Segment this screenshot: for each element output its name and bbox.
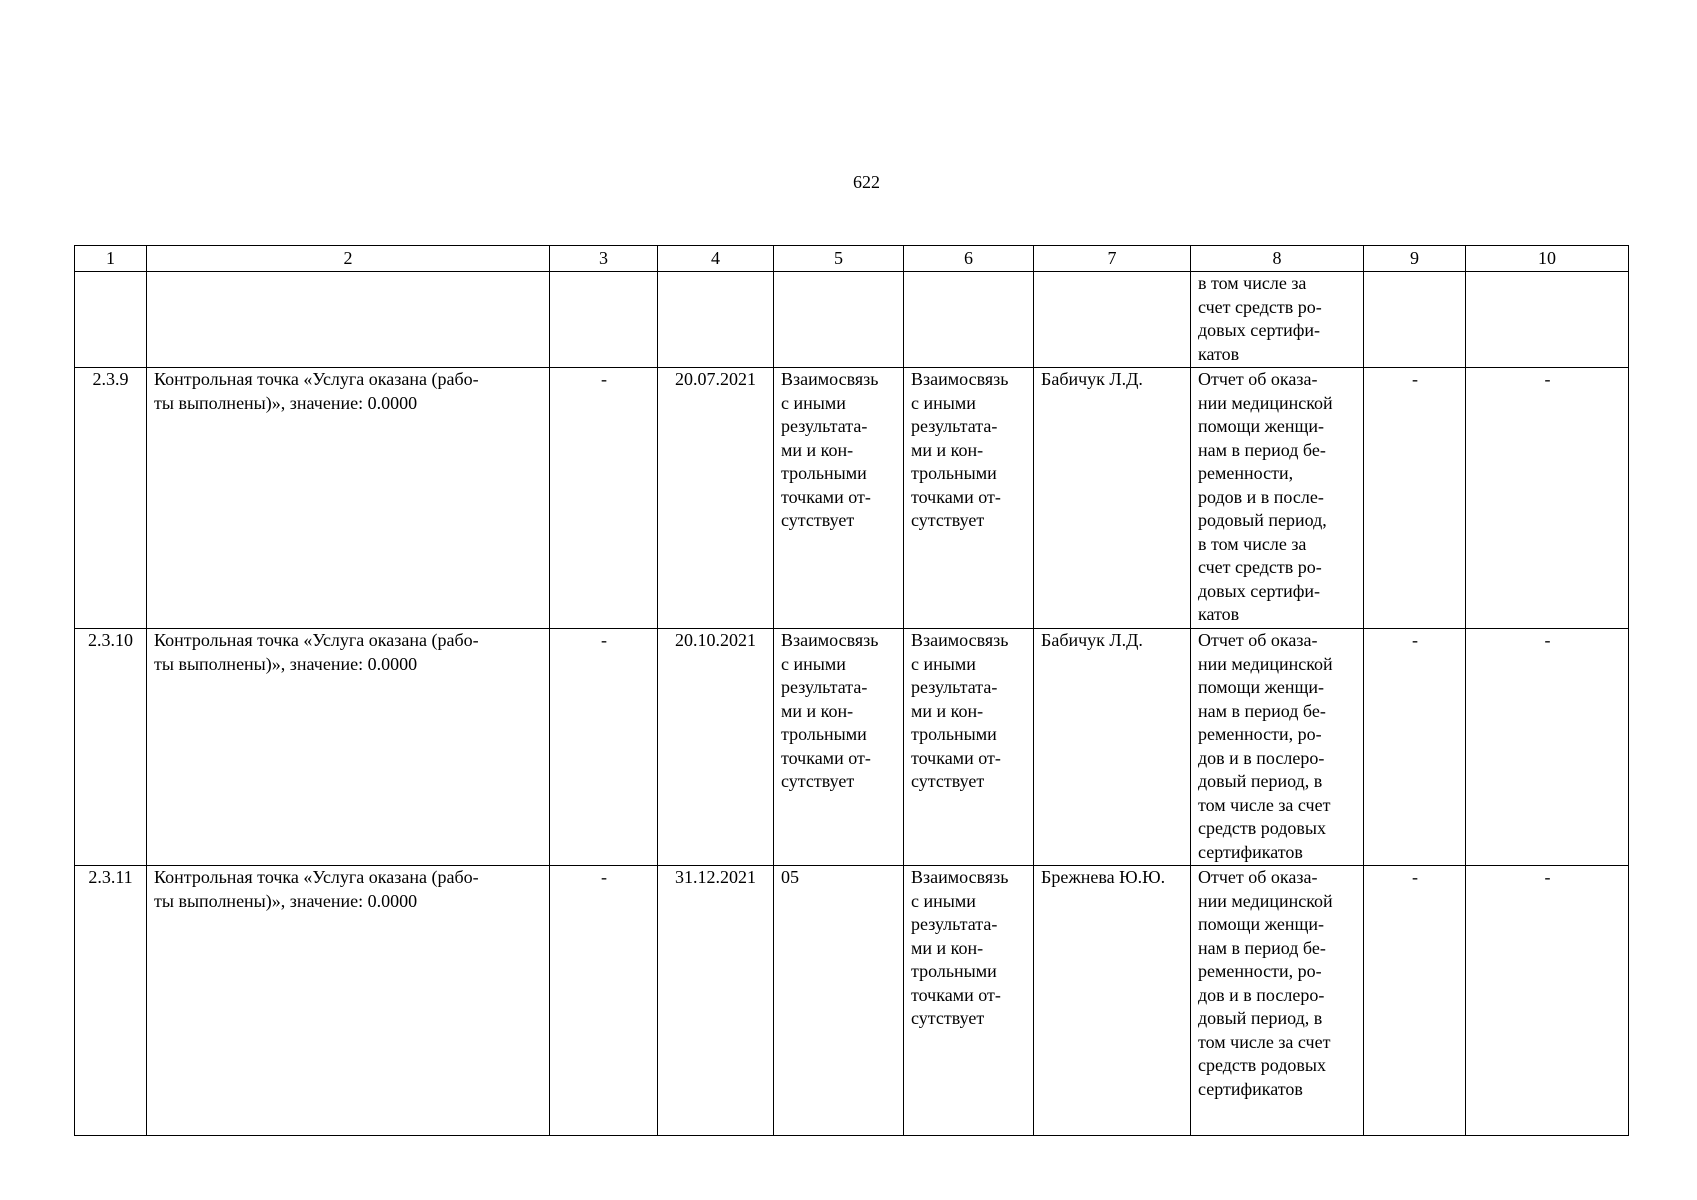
col6-value: Взаимосвязь с иными результата- ми и кон- трольными точками от- сутствует [911, 630, 1009, 791]
document-type: Отчет об оказа- нии медицинской помощи женщи- нам в период бе- ременности, ро- дов и в послеро- довый период, в том числе за счет средств родовых сертификатов [1198, 867, 1333, 1099]
date-cell [658, 866, 774, 1136]
table-header-row [75, 246, 1629, 272]
responsible-cell [1034, 629, 1191, 866]
responsible-cell [1034, 368, 1191, 629]
col9-cell [1364, 368, 1466, 629]
column-header: 1 [75, 246, 147, 272]
column-header: 5 [774, 246, 904, 272]
document-type: Отчет об оказа- нии медицинской помощи женщи- нам в период бе- ременности, родов и в после- родовый период, в том числе за счет средств ро- довых сертифи- катов [1198, 369, 1333, 624]
col5-value: Взаимосвязь с иными результата- ми и кон- трольными точками от- сутствует [781, 369, 879, 530]
col10-cell [1466, 272, 1629, 368]
column-header: 3 [550, 246, 658, 272]
col9-value: - [1412, 630, 1418, 650]
col3-value: - [601, 630, 607, 650]
document-cell [1191, 629, 1364, 866]
description: Контрольная точка «Услуга оказана (рабо- ты выполнены)», значение: 0.0000 [154, 867, 479, 911]
row-number: 2.3.9 [92, 369, 129, 389]
table-row [75, 368, 1629, 629]
col3-cell [550, 272, 658, 368]
col3-cell [550, 629, 658, 866]
responsible-cell [1034, 866, 1191, 1136]
col10-value: - [1544, 630, 1551, 650]
col3-cell [550, 368, 658, 629]
col5-cell [774, 368, 904, 629]
table-row [75, 866, 1629, 1136]
document-table [74, 245, 1629, 1136]
col5-cell [774, 629, 904, 866]
col6-cell [904, 629, 1034, 866]
col10-value: - [1544, 867, 1551, 887]
row-number: 2.3.11 [88, 867, 133, 887]
column-header: 2 [147, 246, 550, 272]
description-cell [147, 272, 550, 368]
document-cell [1191, 272, 1364, 368]
col3-cell [550, 866, 658, 1136]
col6-cell [904, 272, 1034, 368]
description-cell [147, 629, 550, 866]
table-row [75, 272, 1629, 368]
column-header: 8 [1191, 246, 1364, 272]
col6-value: Взаимосвязь с иными результата- ми и кон- трольными точками от- сутствует [911, 867, 1009, 1028]
col9-cell [1364, 272, 1466, 368]
col5-value: 05 [781, 867, 799, 887]
row-number: 2.3.10 [88, 630, 133, 650]
description-cell [147, 866, 550, 1136]
date-value: 31.12.2021 [675, 867, 756, 887]
row-number-cell [75, 629, 147, 866]
description-cell [147, 368, 550, 629]
col5-value: Взаимосвязь с иными результата- ми и кон- трольными точками от- сутствует [781, 630, 879, 791]
column-header: 6 [904, 246, 1034, 272]
col6-cell [904, 368, 1034, 629]
column-header: 10 [1466, 246, 1629, 272]
col6-value: Взаимосвязь с иными результата- ми и кон- трольными точками от- сутствует [911, 369, 1009, 530]
col6-cell [904, 866, 1034, 1136]
document-type: Отчет об оказа- нии медицинской помощи женщи- нам в период бе- ременности, ро- дов и в послеро- довый период, в том числе за счет средств родовых сертификатов [1198, 630, 1333, 862]
col9-cell [1364, 629, 1466, 866]
column-header: 4 [658, 246, 774, 272]
col10-cell [1466, 368, 1629, 629]
document-cell [1191, 368, 1364, 629]
date-value: 20.10.2021 [675, 630, 756, 650]
page-number: 622 [853, 172, 880, 192]
responsible-person: Бабичук Л.Д. [1041, 369, 1143, 389]
col9-cell [1364, 866, 1466, 1136]
responsible-person: Бабичук Л.Д. [1041, 630, 1143, 650]
col3-value: - [601, 369, 607, 389]
col3-value: - [601, 867, 607, 887]
date-cell [658, 629, 774, 866]
document-cell [1191, 866, 1364, 1136]
col9-value: - [1412, 867, 1418, 887]
col10-cell [1466, 629, 1629, 866]
responsible-cell [1034, 272, 1191, 368]
col10-cell [1466, 866, 1629, 1136]
responsible-person: Брежнева Ю.Ю. [1041, 867, 1166, 887]
date-cell [658, 272, 774, 368]
description: Контрольная точка «Услуга оказана (рабо- ты выполнены)», значение: 0.0000 [154, 630, 479, 674]
document-type: в том числе за счет средств ро- довых сертифи- катов [1198, 273, 1322, 364]
row-number-cell [75, 368, 147, 629]
date-value: 20.07.2021 [675, 369, 756, 389]
description: Контрольная точка «Услуга оказана (рабо- ты выполнены)», значение: 0.0000 [154, 369, 479, 413]
col10-value: - [1544, 369, 1551, 389]
col5-cell [774, 272, 904, 368]
table-row [75, 629, 1629, 866]
column-header: 9 [1364, 246, 1466, 272]
date-cell [658, 368, 774, 629]
row-number-cell [75, 866, 147, 1136]
column-header: 7 [1034, 246, 1191, 272]
col5-cell [774, 866, 904, 1136]
row-number-cell [75, 272, 147, 368]
col9-value: - [1412, 369, 1418, 389]
